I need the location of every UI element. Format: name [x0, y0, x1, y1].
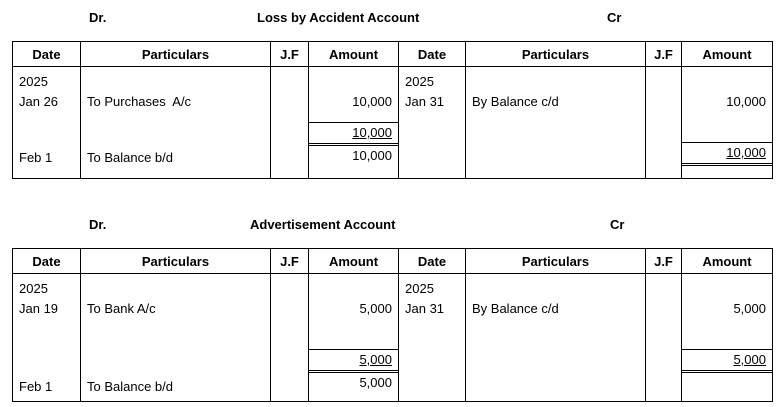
col-date: Date	[399, 249, 466, 274]
total-amount: 10,000	[726, 145, 766, 160]
entry-date: Jan 19	[19, 301, 59, 316]
total-amount: 10,000	[352, 125, 392, 140]
col-particulars: Particulars	[81, 249, 271, 274]
col-jf: J.F	[646, 249, 682, 274]
col-amount: Amount	[309, 249, 399, 274]
entry-particulars: By Balance c/d	[472, 301, 559, 316]
cr-label: Cr	[607, 10, 622, 25]
entry-particulars: By Balance c/d	[472, 94, 559, 109]
year: 2025	[405, 281, 434, 296]
ledger-table	[12, 248, 773, 402]
col-jf: J.F	[646, 42, 682, 67]
bd-date: Feb 1	[19, 379, 53, 394]
header-row	[13, 249, 773, 274]
entry-date: Jan 31	[405, 301, 445, 316]
year: 2025	[405, 74, 434, 89]
credit-jf-cell	[646, 67, 682, 179]
col-date: Date	[13, 249, 81, 274]
account-title: Loss by Accident Account	[257, 10, 420, 25]
col-amount: Amount	[309, 42, 399, 67]
credit-date-cell	[399, 67, 466, 179]
credit-particulars-cell	[466, 67, 646, 179]
debit-jf-cell	[271, 67, 309, 179]
header-row	[13, 42, 773, 67]
dr-label: Dr.	[89, 217, 107, 232]
credit-particulars-cell	[466, 274, 646, 402]
bd-amount: 10,000	[352, 148, 392, 163]
entry-particulars: To Bank A/c	[87, 301, 156, 316]
col-amount: Amount	[682, 249, 773, 274]
entry-amount: 5,000	[359, 301, 392, 316]
total-amount: 5,000	[359, 352, 392, 367]
col-particulars: Particulars	[81, 42, 271, 67]
debit-amount-cell	[309, 67, 399, 179]
entry-amount: 10,000	[352, 94, 392, 109]
debit-particulars-cell	[81, 67, 271, 179]
bd-particulars: To Balance b/d	[87, 379, 174, 394]
table-row	[13, 274, 773, 402]
col-date: Date	[13, 42, 81, 67]
credit-amount-cell	[682, 274, 773, 402]
debit-date-cell	[13, 274, 81, 402]
credit-date-cell	[399, 274, 466, 402]
bd-date: Feb 1	[19, 150, 53, 165]
bd-amount: 5,000	[359, 375, 392, 390]
cr-label: Cr	[610, 217, 625, 232]
debit-amount-cell	[309, 274, 399, 402]
entry-date: Jan 26	[19, 94, 59, 109]
col-date: Date	[399, 42, 466, 67]
col-amount: Amount	[682, 42, 773, 67]
bd-particulars: To Balance b/d	[87, 150, 174, 165]
col-jf: J.F	[271, 249, 309, 274]
account-title: Advertisement Account	[250, 217, 396, 232]
entry-amount: 10,000	[726, 94, 766, 109]
col-particulars: Particulars	[466, 249, 646, 274]
col-jf: J.F	[271, 42, 309, 67]
debit-particulars-cell	[81, 274, 271, 402]
ledger-table	[12, 41, 773, 179]
total-amount: 5,000	[733, 352, 766, 367]
year: 2025	[19, 281, 48, 296]
col-particulars: Particulars	[466, 42, 646, 67]
entry-particulars: To Purchases A/c	[87, 94, 192, 109]
year: 2025	[19, 74, 48, 89]
dr-label: Dr.	[89, 10, 107, 25]
credit-jf-cell	[646, 274, 682, 402]
entry-date: Jan 31	[405, 94, 445, 109]
credit-amount-cell	[682, 67, 773, 179]
debit-date-cell	[13, 67, 81, 179]
debit-jf-cell	[271, 274, 309, 402]
table-row	[13, 67, 773, 179]
entry-amount: 5,000	[733, 301, 766, 316]
